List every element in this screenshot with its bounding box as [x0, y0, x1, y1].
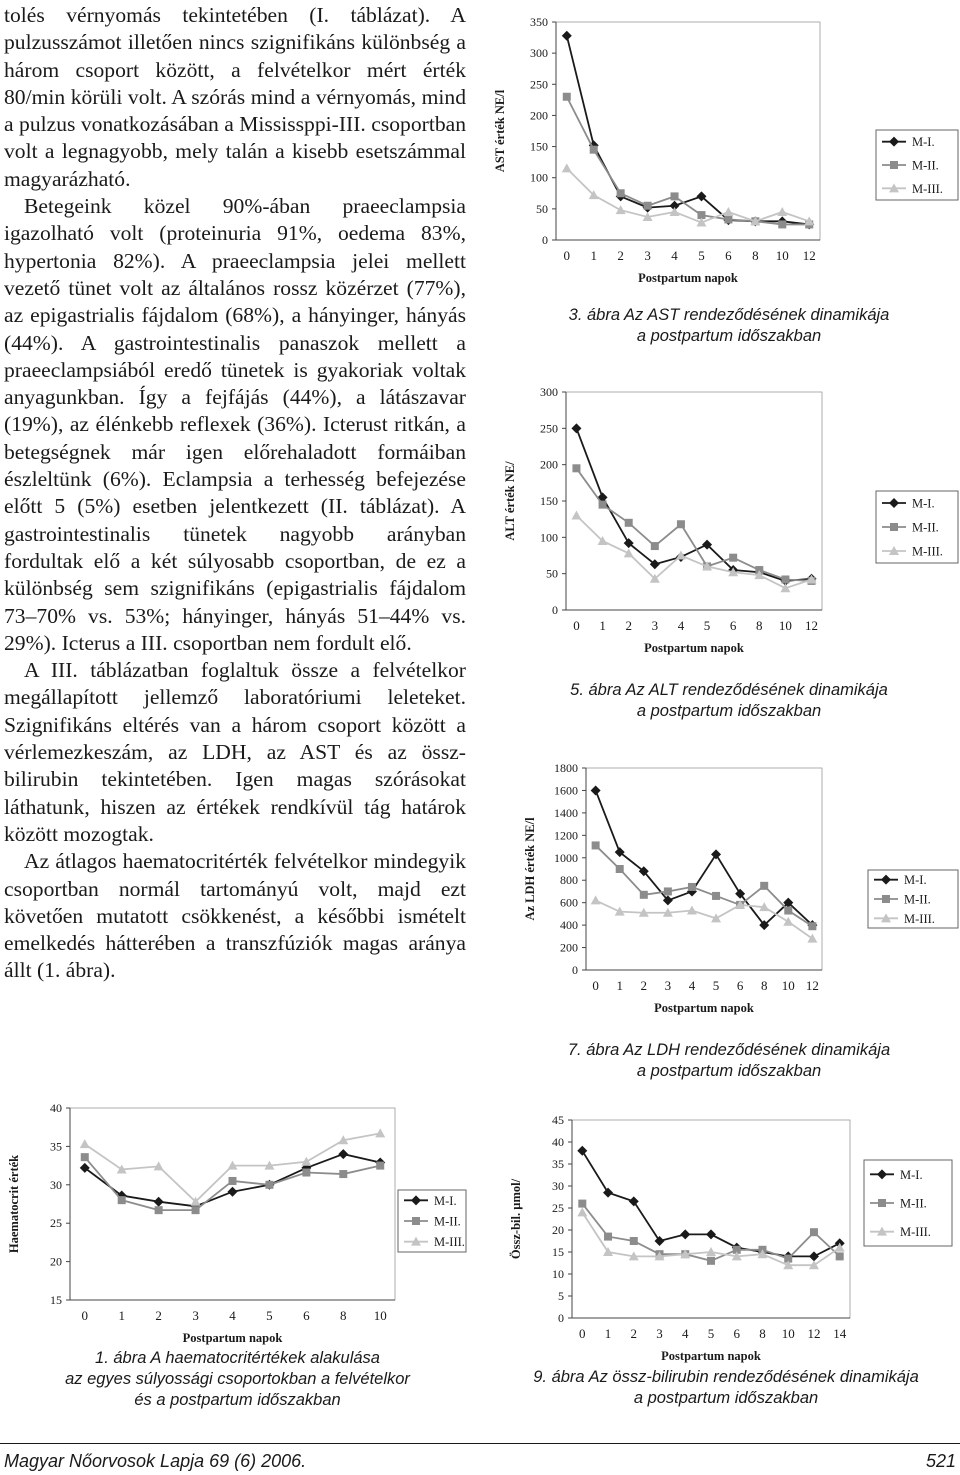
y-tick-label: 20	[552, 1223, 564, 1237]
data-point	[630, 1237, 638, 1245]
x-tick-label: 3	[656, 1326, 663, 1341]
data-point	[228, 1187, 238, 1197]
data-point	[591, 785, 601, 795]
series-1	[562, 31, 814, 230]
data-point	[655, 1236, 665, 1246]
legend-label: M-III.	[434, 1235, 465, 1250]
x-axis-label: Postpartum napok	[654, 1001, 754, 1015]
series-2	[572, 464, 815, 585]
y-tick-label: 400	[560, 918, 578, 933]
legend-label: M-II.	[912, 158, 939, 173]
x-tick-label: 3	[644, 248, 651, 263]
x-tick-label: 3	[651, 618, 659, 633]
series-line	[567, 97, 809, 225]
body-text-column	[4, 2, 466, 985]
data-point	[604, 1233, 612, 1241]
y-tick-label: 0	[558, 1311, 564, 1325]
legend	[398, 1190, 466, 1252]
data-point	[625, 519, 633, 527]
data-point	[81, 1153, 89, 1161]
x-tick-label: 10	[778, 618, 792, 633]
y-axis-label: Haematocrit érték	[7, 1154, 21, 1254]
bili-plot	[492, 1112, 960, 1362]
y-tick-label: 1000	[554, 850, 578, 865]
x-tick-label: 5	[698, 248, 705, 263]
y-tick-label: 100	[540, 530, 558, 545]
x-tick-label: 4	[688, 978, 696, 993]
legend-label: M-III.	[912, 544, 943, 559]
x-tick-label: 6	[733, 1326, 740, 1341]
legend-label: M-III.	[912, 181, 943, 196]
x-tick-label: 0	[563, 248, 571, 263]
data-point	[760, 882, 768, 890]
x-tick-label: 0	[81, 1308, 89, 1323]
x-axis-label: Postpartum napok	[644, 641, 744, 655]
y-tick-label: 350	[530, 15, 548, 29]
x-tick-label: 0	[579, 1326, 586, 1341]
series-line	[596, 790, 813, 925]
data-point	[670, 207, 680, 216]
legend-marker	[890, 161, 898, 169]
data-point	[562, 31, 572, 41]
data-point	[577, 1146, 587, 1156]
y-tick-label: 200	[560, 940, 578, 955]
series-3	[562, 163, 814, 226]
data-point	[154, 1197, 164, 1207]
y-tick-label: 40	[50, 1101, 62, 1115]
legend-marker	[890, 523, 898, 531]
data-point	[729, 554, 737, 562]
x-axis-label: Postpartum napok	[182, 1331, 283, 1345]
y-axis-label: AST érték NE/l	[493, 89, 507, 173]
y-tick-label: 15	[50, 1293, 62, 1307]
legend-label: M-I.	[434, 1193, 457, 1208]
data-point	[616, 205, 626, 214]
data-point	[339, 1170, 347, 1178]
x-tick-label: 0	[592, 978, 599, 993]
data-point	[640, 891, 648, 899]
plot-area	[572, 1120, 850, 1318]
x-tick-label: 10	[781, 1326, 795, 1341]
data-point	[629, 1196, 639, 1206]
ldh-caption: 7. ábra Az LDH rendeződésének dinamikája a postpartum időszakban	[567, 1041, 891, 1080]
y-tick-label: 25	[552, 1201, 564, 1215]
y-tick-label: 100	[530, 170, 548, 185]
x-tick-label: 8	[759, 1326, 766, 1341]
y-tick-label: 300	[540, 385, 558, 399]
data-point	[376, 1162, 384, 1170]
bilirubin-chart	[492, 1112, 960, 1362]
data-point	[808, 922, 816, 930]
legend	[876, 130, 958, 200]
data-point	[706, 1229, 716, 1239]
y-tick-label: 35	[552, 1157, 564, 1171]
legend-label: M-II.	[912, 520, 939, 535]
x-tick-label: 6	[725, 248, 732, 263]
journal-citation: Magyar Nőorvosok Lapja 69 (6) 2006.	[4, 1451, 307, 1471]
data-point	[807, 934, 817, 943]
x-tick-label: 8	[752, 248, 759, 263]
y-tick-label: 200	[540, 457, 558, 472]
x-tick-label: 1	[604, 1326, 612, 1341]
data-point	[671, 192, 679, 200]
paragraph-3: A III. táblázatban foglaltuk össze a felvételkor megállapított jellemző laboratóriumi leleteket. Szignifikáns eltérés van a három csoport között a vérlemezkeszám, az LDH, az AST és az össz-bilirubin tekintetében. Igen magas szórásokat láthatunk, hiszen az értékek rendkívül tág határok között mozogtak.	[4, 658, 466, 846]
legend-label: M-II.	[434, 1214, 461, 1229]
data-point	[563, 93, 571, 101]
paragraph-2: Betegeink közel 90%-ában praeeclampsia igazolható volt (proteinuria 91%, oedema 83%, hypertonia 82%). A praeeclampsia jelei mellett vezető tünet volt az általános rossz közérzet (77%), az epigastrialis fájdalom (68%), a hányinger, hányás (44%). A gastrointestinalis panaszok mellett a praeeclampsiából eredő tünetek is gyakoriak voltak anyagunkban. Így a fejfájás (44%), a látászavar (19%), az élénkebb reflexek (36%). Icterust ritkán, a betegségnek már igen előrehaladott formáiban észleltünk (6%). Eclampsia a terhesség befejezése előtt 5 (5%) esetben jelentkezett (II. táblázat). A gastrointestinalis tünetek nagyobb arányban fordultak elő a két súlyosabb csoportban, de ez a különbség sem szignifikáns (epigastrialis fájdalom 73–70% vs. 53%; hányinger, hányás 51–44% vs. 29%). Icterus a III. csoportban nem fordult elő.	[4, 194, 466, 655]
legend	[876, 491, 958, 563]
y-tick-label: 150	[540, 494, 558, 508]
data-point	[723, 207, 733, 216]
data-point	[707, 1257, 715, 1265]
series-line	[567, 168, 809, 222]
data-point	[599, 501, 607, 509]
data-point	[155, 1206, 163, 1214]
legend-marker	[882, 895, 890, 903]
x-tick-label: 5	[703, 618, 711, 633]
y-tick-label: 150	[530, 139, 548, 154]
alt-chart	[498, 378, 960, 660]
alt-caption: 5. ábra Az ALT rendeződésének dinamikája a postpartum időszakban	[570, 681, 888, 720]
ast-plot	[493, 10, 960, 295]
ldh-chart	[498, 752, 960, 1020]
x-tick-label: 12	[807, 1326, 821, 1341]
x-tick-label: 4	[671, 248, 678, 263]
data-point	[578, 1200, 586, 1208]
data-point	[562, 163, 572, 172]
legend	[864, 1160, 952, 1246]
alt-plot	[498, 378, 960, 660]
series-2	[563, 93, 813, 229]
data-point	[644, 202, 652, 210]
legend-label: M-I.	[912, 496, 935, 511]
series-line	[576, 428, 811, 581]
data-point	[664, 887, 672, 895]
legend-label: M-III.	[904, 911, 935, 926]
data-point	[616, 865, 624, 873]
legend-label: M-I.	[904, 873, 927, 888]
x-tick-label: 10	[781, 978, 795, 993]
x-tick-label: 2	[630, 1326, 638, 1341]
x-tick-label: 4	[677, 618, 685, 633]
data-point	[680, 1229, 690, 1239]
y-tick-label: 10	[552, 1267, 564, 1281]
data-point	[677, 520, 685, 528]
x-tick-label: 12	[805, 618, 819, 633]
legend-marker	[412, 1217, 420, 1225]
data-point	[783, 917, 793, 926]
x-tick-label: 12	[805, 978, 819, 993]
y-axis-label: Az LDH érték NE/l	[523, 817, 537, 921]
data-point	[712, 892, 720, 900]
x-tick-label: 4	[229, 1308, 236, 1323]
x-tick-label: 8	[760, 978, 768, 993]
page-number: 521	[925, 1451, 956, 1471]
y-tick-label: 600	[560, 895, 578, 910]
y-tick-label: 0	[572, 963, 578, 977]
y-axis-label: Össz-bil. µmol/	[509, 1178, 523, 1260]
data-point	[624, 548, 634, 557]
x-axis-label: Postpartum napok	[661, 1349, 761, 1363]
x-tick-label: 1	[599, 618, 606, 633]
plot-area	[556, 22, 820, 240]
data-point	[192, 1206, 200, 1214]
y-tick-label: 50	[536, 201, 548, 216]
y-tick-label: 300	[530, 46, 548, 61]
x-tick-label: 6	[736, 978, 744, 993]
y-tick-label: 50	[546, 566, 558, 581]
data-point	[784, 907, 792, 915]
data-point	[688, 883, 696, 891]
data-point	[265, 1181, 273, 1189]
data-point	[809, 1251, 819, 1261]
x-tick-label: 2	[155, 1308, 162, 1323]
data-point	[571, 511, 581, 520]
data-point	[724, 215, 732, 223]
x-tick-label: 6	[303, 1308, 310, 1323]
legend	[868, 870, 958, 928]
data-point	[810, 1228, 818, 1236]
y-tick-label: 25	[50, 1216, 62, 1231]
series-1	[577, 1146, 844, 1262]
series-line	[576, 468, 811, 581]
data-point	[571, 423, 581, 433]
data-point	[778, 220, 786, 228]
x-tick-label: 4	[682, 1326, 689, 1341]
bilirubin-caption: 9. ábra Az össz-bilirubin rendeződésének dinamikája a postpartum időszakban	[533, 1368, 919, 1407]
data-point	[777, 207, 787, 216]
x-tick-label: 8	[340, 1308, 347, 1323]
ast-caption: 3. ábra Az AST rendeződésének dinamikája a postpartum időszakban	[568, 306, 890, 345]
data-point	[80, 1139, 90, 1148]
x-tick-label: 3	[664, 978, 672, 993]
x-tick-label: 5	[707, 1326, 715, 1341]
ast-chart	[493, 10, 960, 295]
legend-label: M-II.	[904, 892, 931, 907]
data-point	[836, 1252, 844, 1260]
legend-label: M-II.	[900, 1196, 927, 1211]
x-tick-label: 8	[756, 618, 763, 633]
legend-marker	[878, 1199, 886, 1207]
data-point	[651, 542, 659, 550]
y-tick-label: 5	[558, 1289, 564, 1303]
y-tick-label: 250	[530, 77, 548, 92]
x-tick-label: 2	[625, 618, 632, 633]
y-axis-label: ALT érték NE/	[503, 461, 517, 541]
y-tick-label: 1800	[554, 761, 578, 775]
legend-label: M-I.	[900, 1167, 923, 1182]
legend-label: M-I.	[912, 135, 935, 150]
x-tick-label: 14	[833, 1326, 847, 1341]
x-tick-label: 5	[266, 1308, 273, 1323]
y-tick-label: 1200	[554, 828, 578, 843]
x-tick-label: 2	[617, 248, 624, 263]
x-tick-label: 10	[775, 248, 789, 263]
y-tick-label: 20	[50, 1254, 62, 1269]
legend-label: M-III.	[900, 1225, 931, 1240]
x-axis-label: Postpartum napok	[638, 271, 738, 285]
page-footer	[0, 1443, 960, 1475]
y-tick-label: 1600	[554, 783, 578, 798]
x-tick-label: 1	[118, 1308, 125, 1323]
footer-rule	[0, 1443, 960, 1444]
data-point	[590, 146, 598, 154]
data-point	[781, 575, 789, 583]
data-point	[118, 1196, 126, 1204]
y-tick-label: 200	[530, 108, 548, 123]
series-2	[592, 841, 817, 930]
x-tick-label: 10	[373, 1308, 387, 1323]
haematocrit-chart	[0, 1100, 475, 1348]
data-point	[592, 841, 600, 849]
series-line	[596, 900, 813, 938]
ldh-plot	[498, 752, 960, 1020]
data-point	[375, 1128, 385, 1137]
series-1	[591, 785, 818, 930]
y-tick-label: 30	[552, 1179, 564, 1193]
y-tick-label: 800	[560, 873, 578, 888]
x-tick-label: 1	[590, 248, 597, 263]
hct-plot	[0, 1100, 475, 1348]
x-tick-label: 5	[712, 978, 720, 993]
series-line	[582, 1151, 839, 1257]
data-point	[338, 1149, 348, 1159]
paragraph-1: tolés vérnyomás tekintetében (I. táblázat). A pulzusszámot illetően nincs szignifikáns különbség a három csoport között, a felvételkor mért érték 80/min körüli volt. A szórás mind a vérnyomás, mind a pulzus vonatkozásában a Mississppi-III. csoportban volt a legnagyobb, mely talán a kisebb esetszámmal magyarázható.	[4, 3, 466, 191]
y-tick-label: 15	[552, 1245, 564, 1259]
x-tick-label: 12	[802, 248, 816, 263]
data-point	[302, 1169, 310, 1177]
data-point	[617, 189, 625, 197]
x-tick-label: 6	[729, 618, 737, 633]
y-tick-label: 40	[552, 1135, 564, 1149]
data-point	[572, 464, 580, 472]
data-point	[591, 895, 601, 904]
x-tick-label: 3	[192, 1308, 199, 1323]
x-tick-label: 0	[573, 618, 580, 633]
haematocrit-caption: 1. ábra A haematocritértékek alakulása az egyes súlyossági csoportokban a felvételkor és a postpartum időszakban	[65, 1349, 410, 1409]
series-3	[591, 895, 818, 942]
y-tick-label: 250	[540, 421, 558, 436]
data-point	[603, 1247, 613, 1256]
x-tick-label: 1	[616, 978, 623, 993]
series-line	[567, 36, 809, 225]
data-point	[603, 1188, 613, 1198]
y-tick-label: 45	[552, 1113, 564, 1127]
x-tick-label: 2	[640, 978, 648, 993]
paragraph-4: Az átlagos haematocritérték felvételkor mindegyik csoportban normál tartományú volt, majd ezt követően mutatott csökkenést, a későbbi ismételt emelkedés hátterében a transzfúziók magas aránya állt (1. ábra).	[4, 849, 466, 983]
y-tick-label: 35	[50, 1139, 62, 1154]
y-tick-label: 0	[542, 233, 548, 247]
y-tick-label: 1400	[554, 805, 578, 820]
data-point	[711, 849, 721, 859]
data-point	[229, 1177, 237, 1185]
y-tick-label: 0	[552, 603, 558, 617]
y-tick-label: 30	[50, 1177, 62, 1192]
